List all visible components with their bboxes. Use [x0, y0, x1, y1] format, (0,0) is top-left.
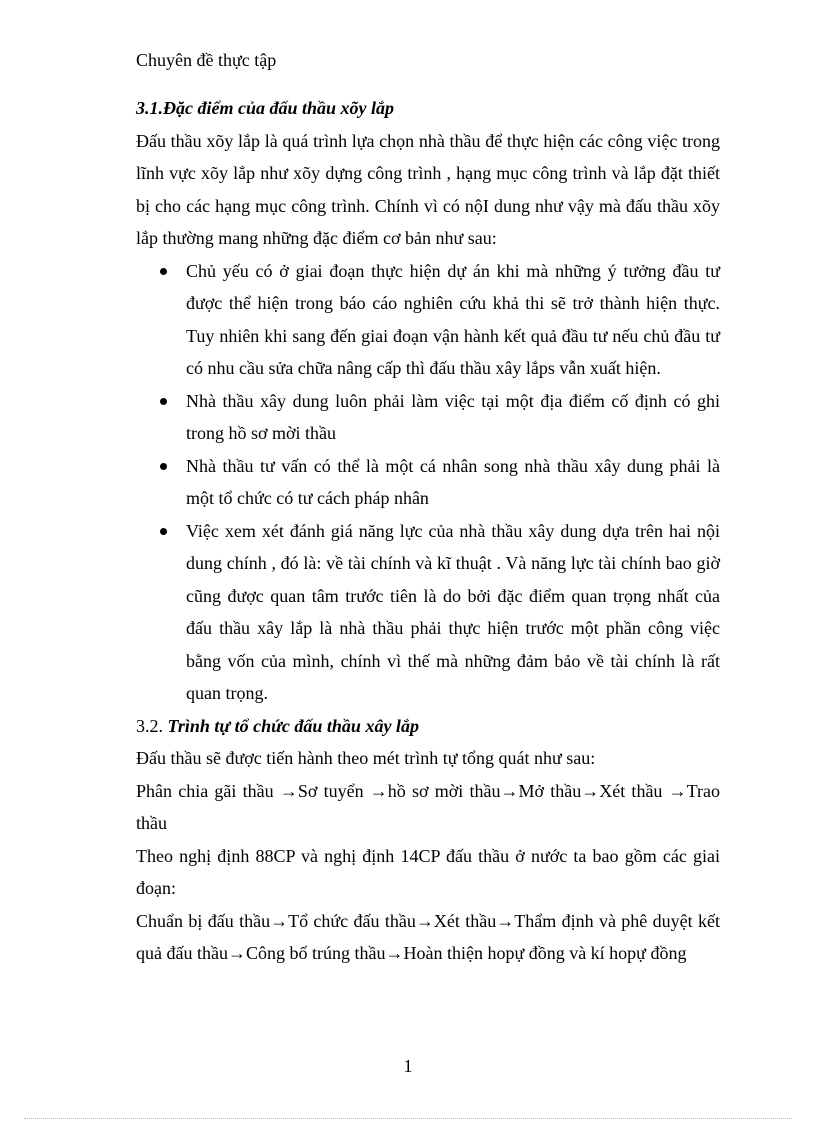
section-heading-3-2	[136, 710, 720, 743]
procedure-steps-detailed: Chuẩn bị đấu thầu→Tổ chức đấu thầu→Xét thầu→Thẩm định và phê duyệt kết quả đấu thầu→Công bố trúng thầu→Hoàn thiện hopự đồng và kí hopự đồng	[136, 910, 720, 963]
list-item	[136, 450, 720, 515]
page-number: 1	[403, 1056, 413, 1076]
bullet-icon	[160, 463, 167, 470]
procedure-steps-general: Phân chia gãi thầu →Sơ tuyển →hồ sơ mời thầu→Mở thầu→Xét thầu →Trao thầu	[136, 780, 720, 833]
section-heading-3-1: 3.1.Đặc điểm của đấu thầu xõy lắp	[136, 98, 395, 118]
list-item-text: Chủ yếu có ở giai đoạn thực hiện dự án khi mà những ý tưởng đầu tư được thể hiện trong báo cáo nghiên cứu khả thi sẽ trở thành hiện thực. Tuy nhiên khi sang đến giai đoạn vận hành kết quả đầu tư nếu chủ đầu tư có nhu cầu sửa chữa nâng cấp thì đấu thầu xây lắps vẫn xuất hiện.	[186, 260, 720, 378]
bullet-icon	[160, 398, 167, 405]
bullet-icon	[160, 268, 167, 275]
list-item	[136, 515, 720, 710]
page-bottom-divider	[24, 1118, 792, 1119]
list-item-text: Việc xem xét đánh giá năng lực của nhà thầu xây dung dựa trên hai nội dung chính , đó là: về tài chính và kĩ thuật . Và năng lực tài chính bao giờ cũng được quan tâm trước tiên là do bởi đặc điểm quan trọng nhất của đấu thầu xây lắp là nhà thầu phải thực hiện trước một phần công việc bằng vốn của mình, chính vì thế mà những đảm bảo về tài chính là rất quan trọng.	[186, 520, 720, 703]
section-heading-text: Trình tự tổ chức đấu thầu xây lắp	[167, 715, 419, 736]
bullet-icon	[160, 528, 167, 535]
list-item-text: Nhà thầu xây dung luôn phải làm việc tại một địa điểm cố định có ghi trong hồ sơ mời thầu	[186, 390, 720, 443]
list-item	[136, 255, 720, 385]
list-item	[136, 385, 720, 450]
page-body	[136, 92, 720, 970]
section-intro-paragraph: Đấu thầu xõy lắp là quá trình lựa chọn nhà thầu để thực hiện các công việc trong lĩnh vực xõy lắp như xõy dựng công trình , hạng mục công trình và lắp đặt thiết bị cho các hạng mục công trình. Chính vì có nộI dung như vậy mà đấu thầu xõy lắp thường mang những đặc điểm cơ bản như sau:	[136, 130, 720, 248]
decree-paragraph: Theo nghị định 88CP và nghị định 14CP đấu thầu ở nước ta bao gồm các giai đoạn:	[136, 845, 720, 898]
procedure-intro-paragraph: Đấu thầu sẽ được tiến hành theo mét trình tự tổng quát như sau:	[136, 748, 596, 768]
section-heading-number: 3.2.	[136, 715, 163, 736]
list-item-text: Nhà thầu tư vấn có thể là một cá nhân song nhà thầu xây dung phải là một tổ chức có tư cách pháp nhân	[186, 455, 720, 508]
bullet-list	[136, 255, 720, 710]
page-header: Chuyên đề thực tập	[136, 50, 277, 70]
